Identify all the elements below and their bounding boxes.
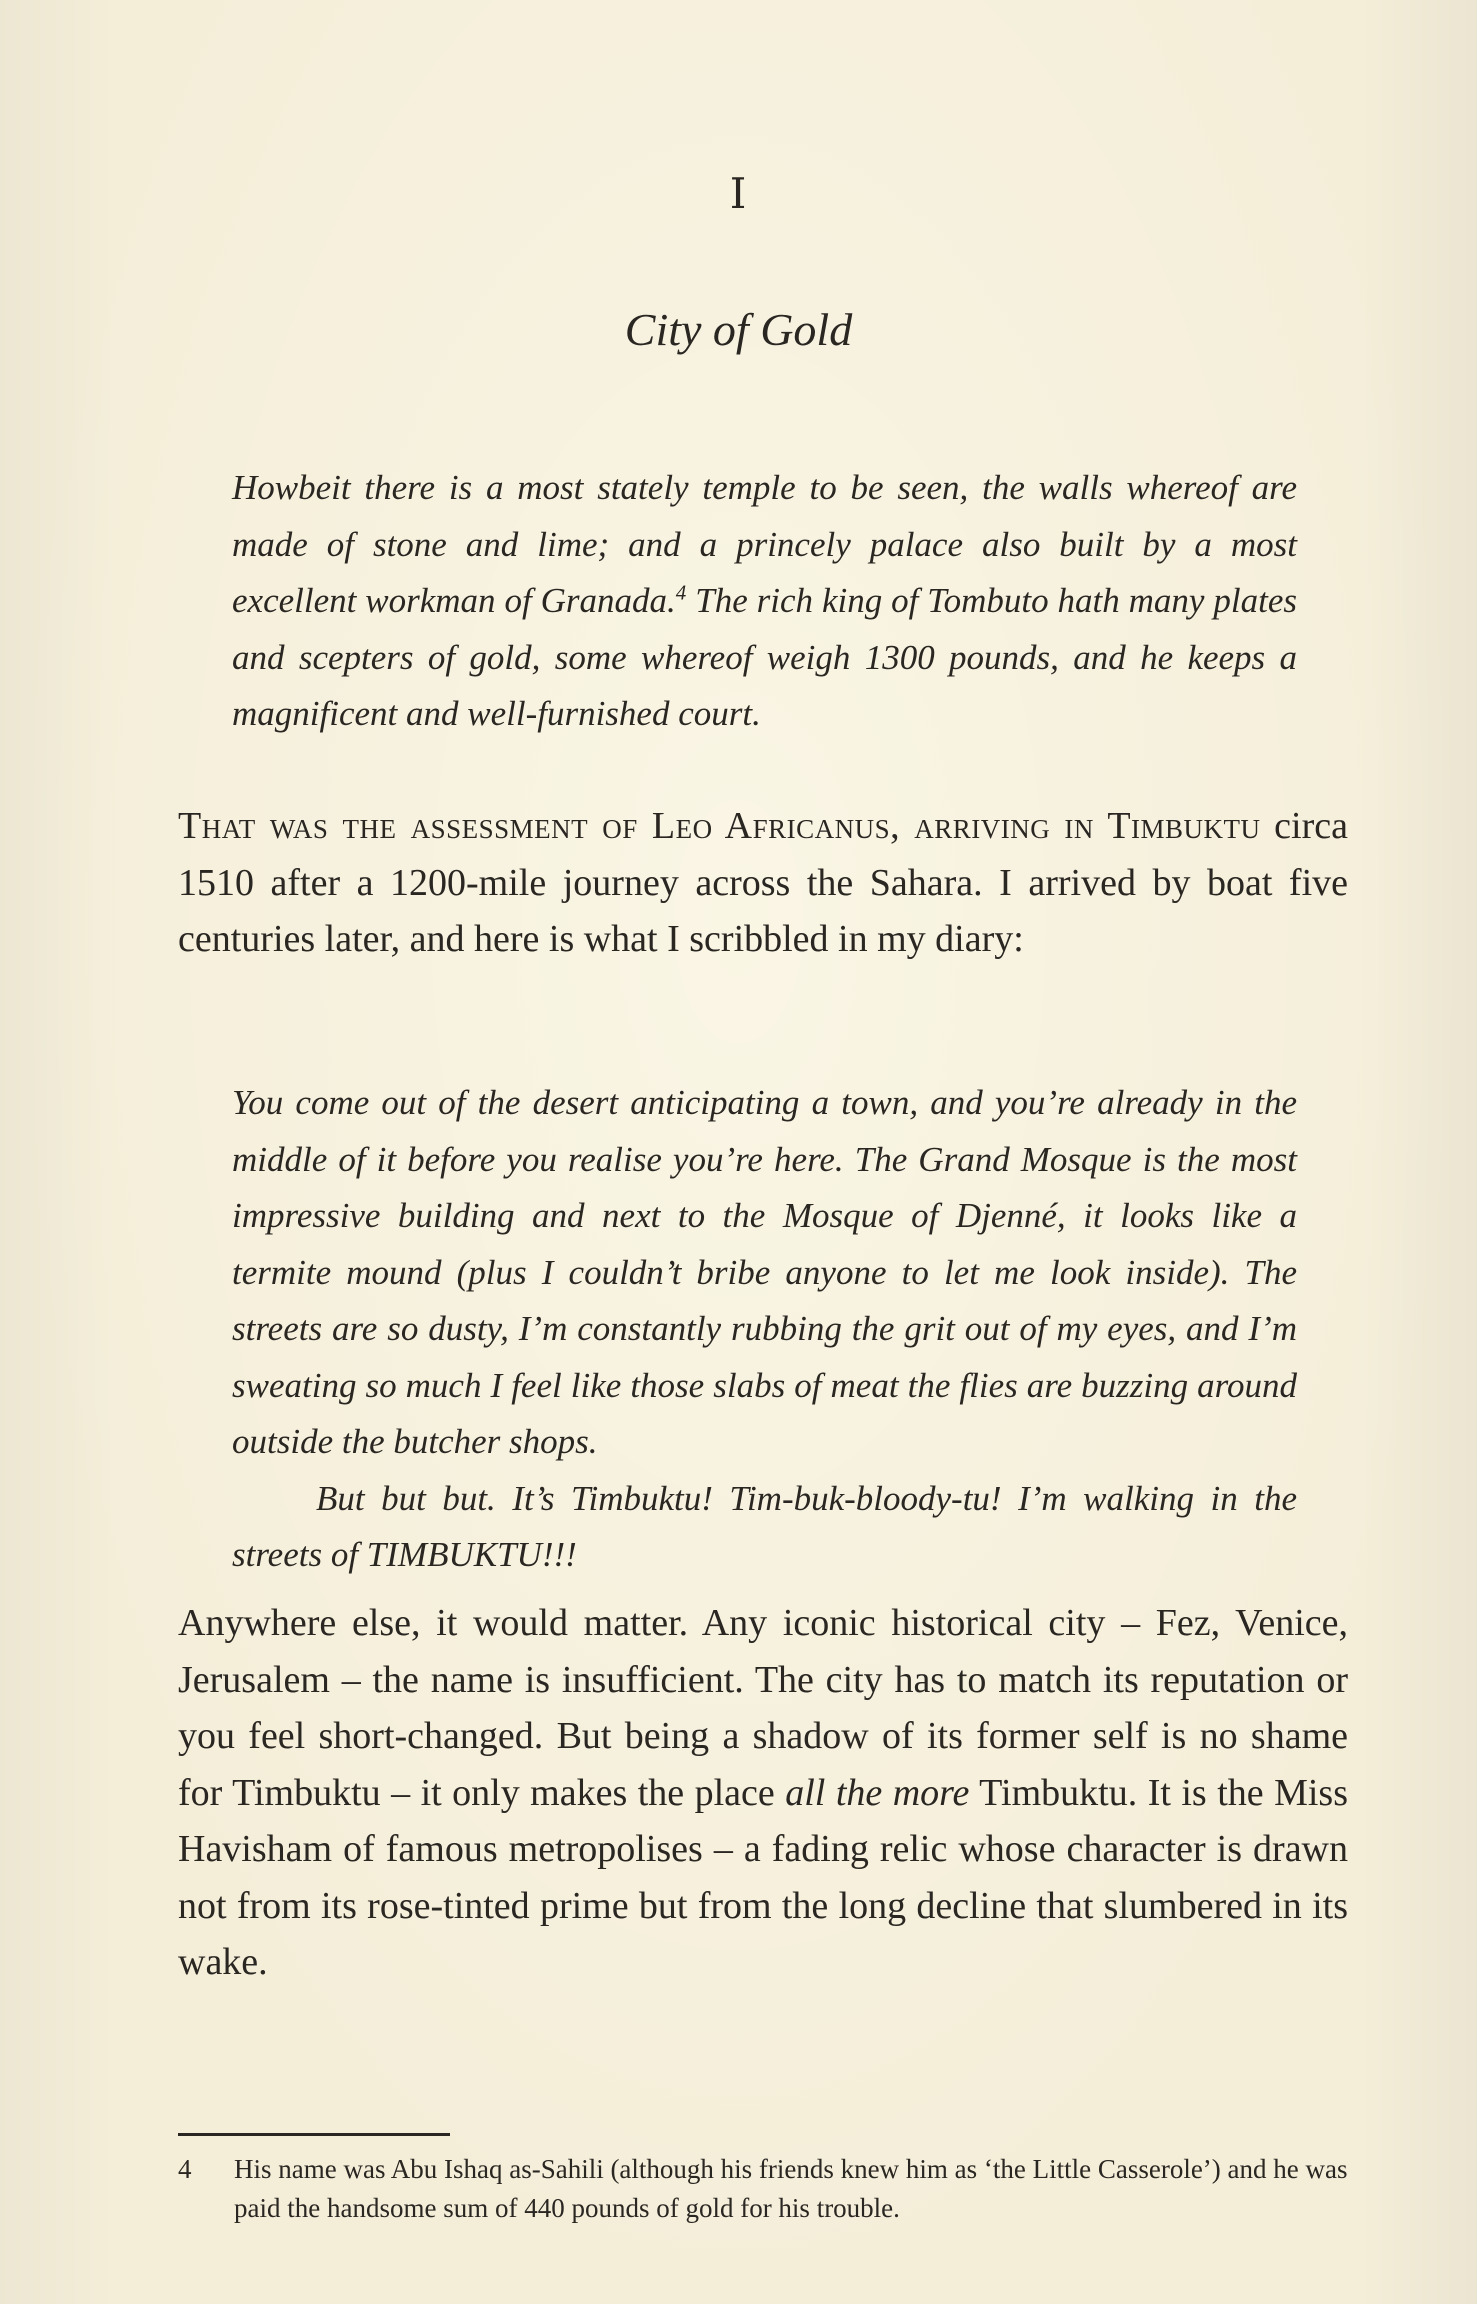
body-paragraph-2-text-part-1: Anywhere else, it would matter. Any iconic historical city – Fez, Venice, Jerusalem – the name is insufficient. The city has to match its reputation or you feel short-changed. But being a shadow of its former self is no shame for Timbuktu – it only makes the place	[178, 1602, 1348, 1814]
epigraph	[232, 460, 1297, 743]
body-paragraph-1-text: circa 1510 after a 1200-mile journey across the Sahara. I arrived by boat five centuries later, and here is what I scribbled in my diary:	[178, 805, 1348, 960]
epigraph-text-part-1: Howbeit there is a most stately temple to be seen, the walls whereof are made of stone and lime; and a princely palace also built by a most excellent workman of Granada.	[232, 468, 1297, 620]
small-caps-lead-in: That was the assessment of Leo Africanus, arriving in Timbuktu	[178, 805, 1261, 847]
chapter-title: City of Gold	[624, 304, 853, 355]
diary-quote	[232, 1075, 1297, 1584]
diary-quote-paragraph-2: But but but. It’s Timbuktu! Tim-buk-bloody-tu! I’m walking in the streets of TIMBUKTU!!!	[232, 1478, 1297, 1574]
body-paragraph-2	[178, 1595, 1348, 1991]
footnote-divider	[178, 2133, 450, 2136]
epigraph-text-part-2: The rich king of Tombuto hath many plates and scepters of gold, some whereof weigh 1300 pounds, and he keeps a magnificent and well-furnished court.	[232, 581, 1297, 733]
body-paragraph-1	[178, 798, 1348, 968]
footnote-text: His name was Abu Ishaq as-Sahili (although his friends knew him as ‘the Little Casserole’) and he was paid the handsome sum of 440 pounds of gold for his trouble.	[234, 2154, 1348, 2223]
footnote-number: 4	[178, 2154, 192, 2184]
body-paragraph-2-text-part-2: Timbuktu. It is the Miss Havisham of famous metropolises – a fading relic whose character is drawn not from its rose-tinted prime but from the long decline that slumbered in its wake.	[178, 1771, 1349, 1983]
body-paragraph-2-italic: all the more	[785, 1771, 970, 1814]
footnote-reference: 4	[675, 580, 687, 605]
footnote	[178, 2150, 1348, 2228]
chapter-number: I	[729, 169, 748, 218]
diary-quote-paragraph-1: You come out of the desert anticipating a town, and you’re already in the middle of it before you realise you’re here. The Grand Mosque is the most impressive building and next to the Mosque of Djenné, it looks like a termite mound (plus I couldn’t bribe anyone to let me look inside). The streets are so dusty, I’m constantly rubbing the grit out of my eyes, and I’m sweating so much I feel like those slabs of meat the flies are buzzing around outside the butcher shops.	[232, 1083, 1297, 1461]
